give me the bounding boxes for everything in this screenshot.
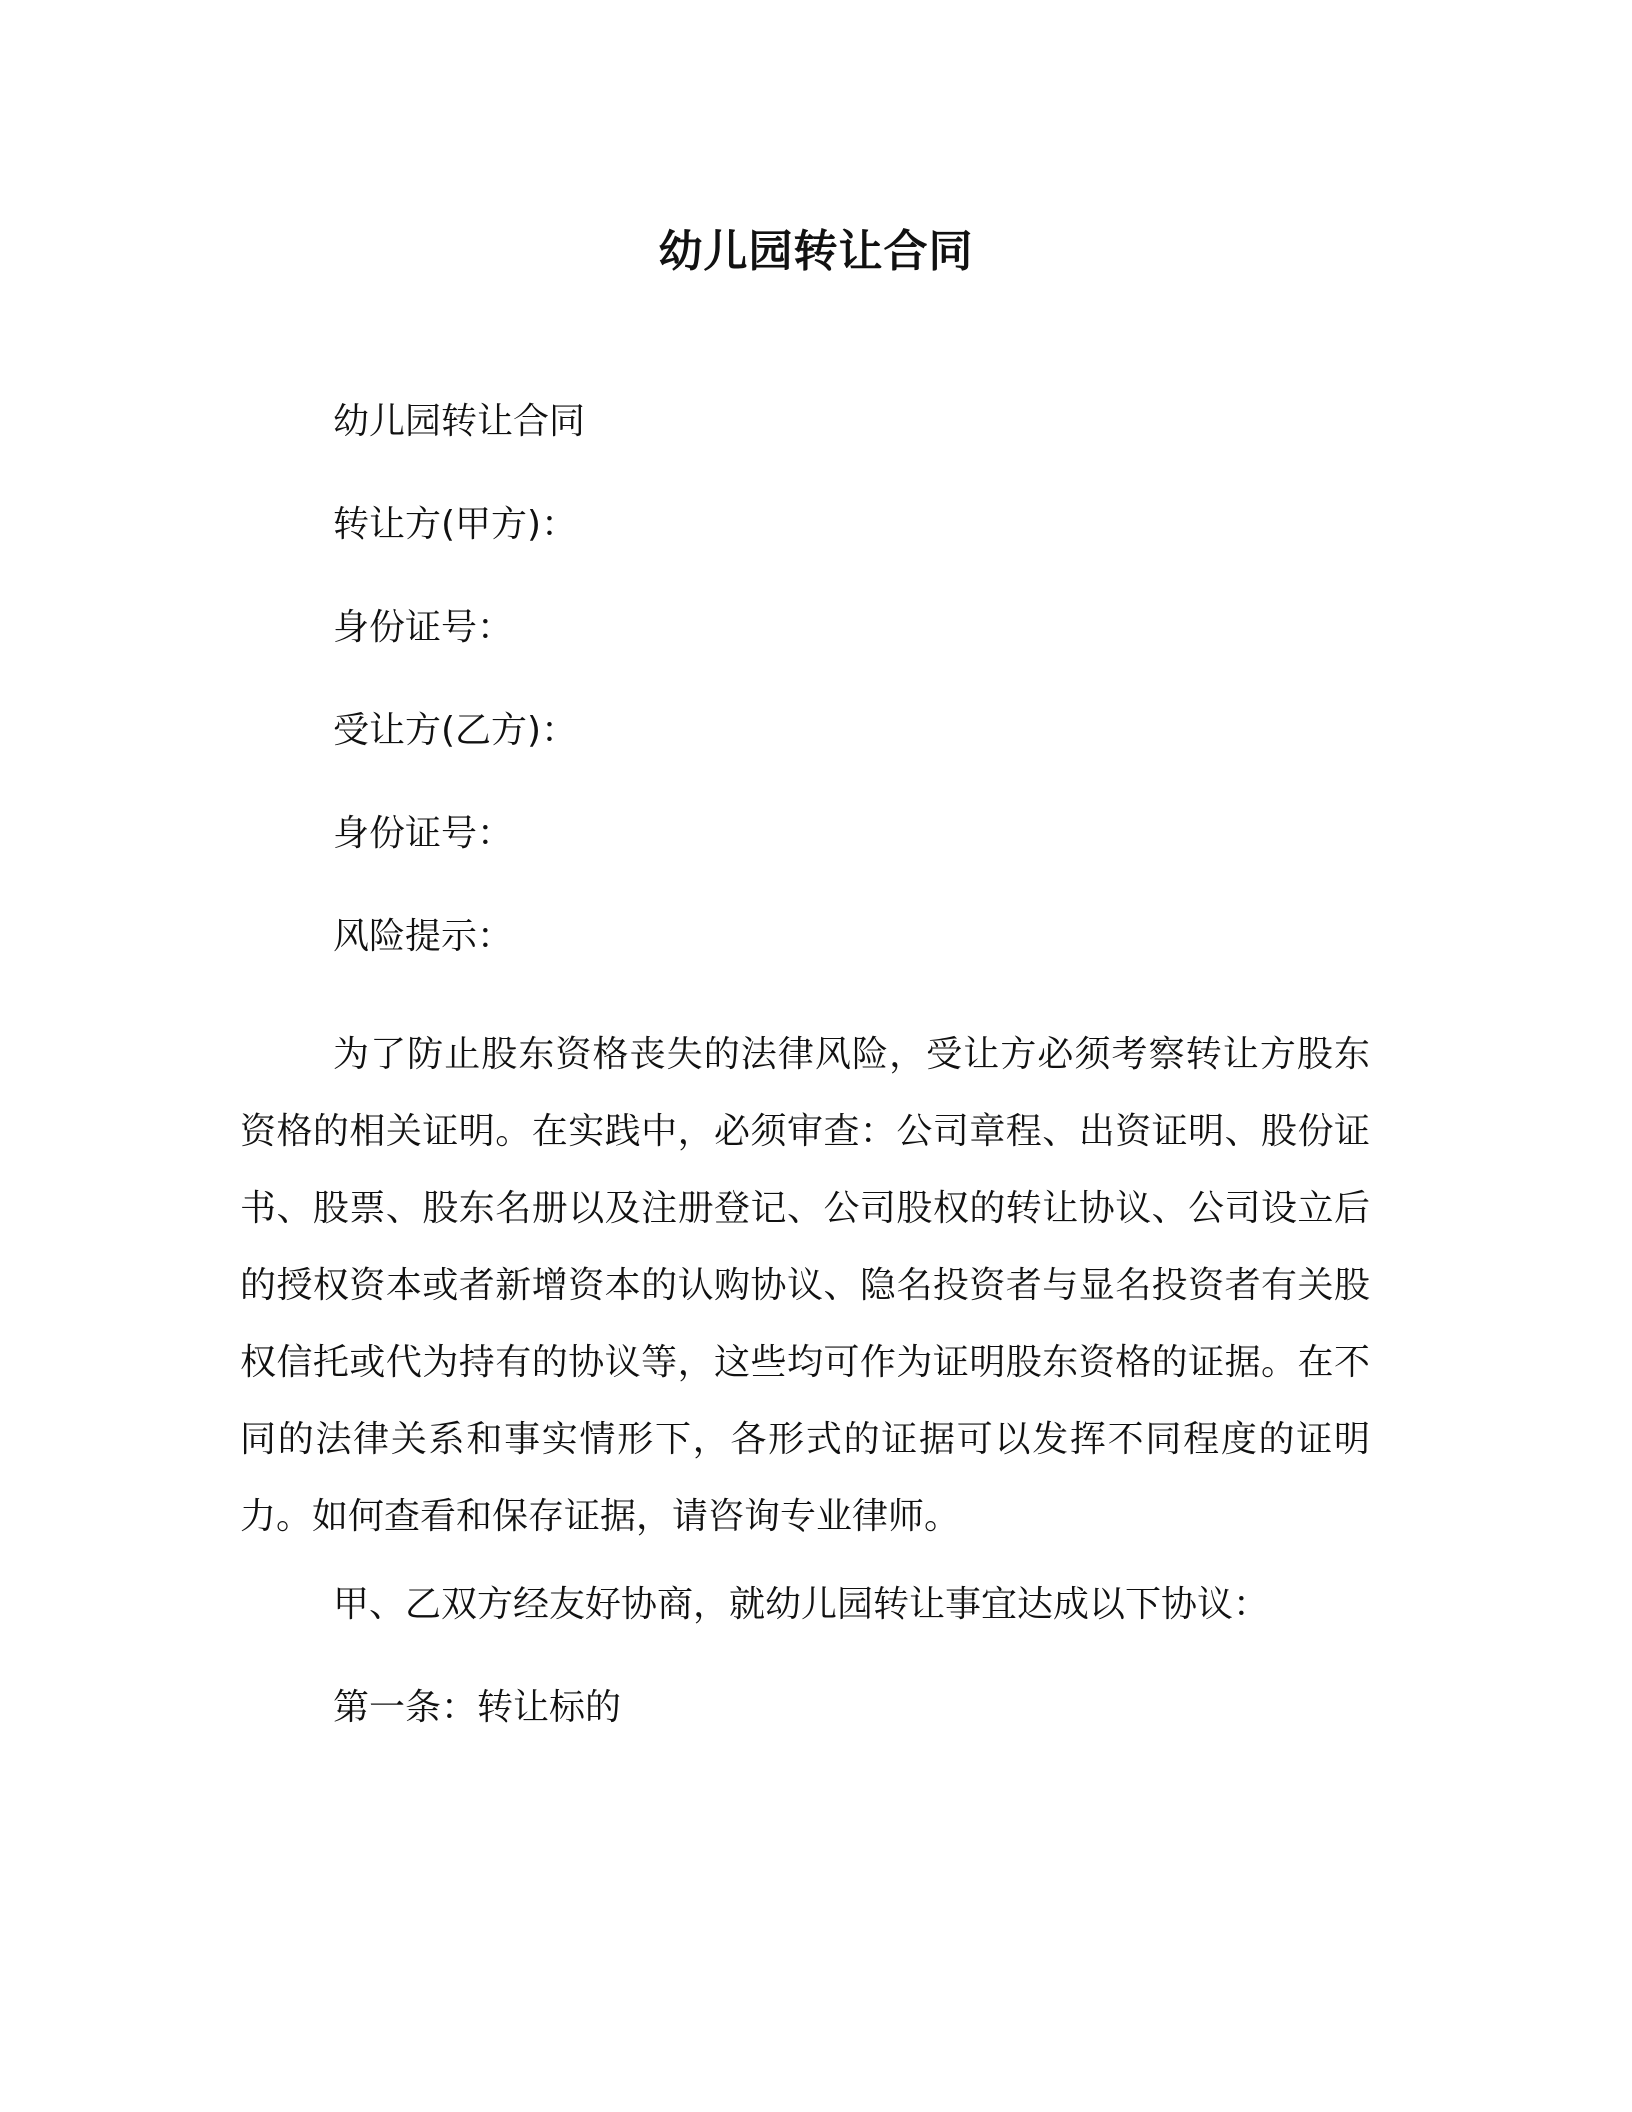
agreement-intro: 甲、乙双方经友好协商，就幼儿园转让事宜达成以下协议： [333, 1584, 1270, 1625]
risk-notice-paragraph: 为了防止股东资格丧失的法律风险，受让方必须考察转让方股东资格的相关证明。在实践中，必须审查：公司章程、出资证明、股份证书、股票、股东名册以及注册登记、公司股权的转让协议、公司设立后的授权资本或者新增资本的认购协议、隐名投资者与显名投资者有关股权信托或代为持有的协议等，这些均可作为证明股东资格的证据。在不同的法律关系和事实情形下，各形式的证据可以发挥不同程度的证明力。如何查看和保存证据，请咨询专业律师。 [240, 1034, 1370, 1537]
transferee-label: 受让方(乙方)： [333, 710, 578, 751]
contract-subtitle: 幼儿园转让合同 [333, 401, 586, 442]
transferor-id-label: 身份证号： [333, 607, 514, 648]
document-title: 幼儿园转让合同 [658, 226, 974, 277]
transferee-id-label: 身份证号： [333, 813, 514, 854]
article-one-heading: 第一条：转让标的 [333, 1687, 622, 1728]
transferor-label: 转让方(甲方)： [333, 504, 578, 545]
risk-notice-label: 风险提示： [333, 916, 514, 957]
